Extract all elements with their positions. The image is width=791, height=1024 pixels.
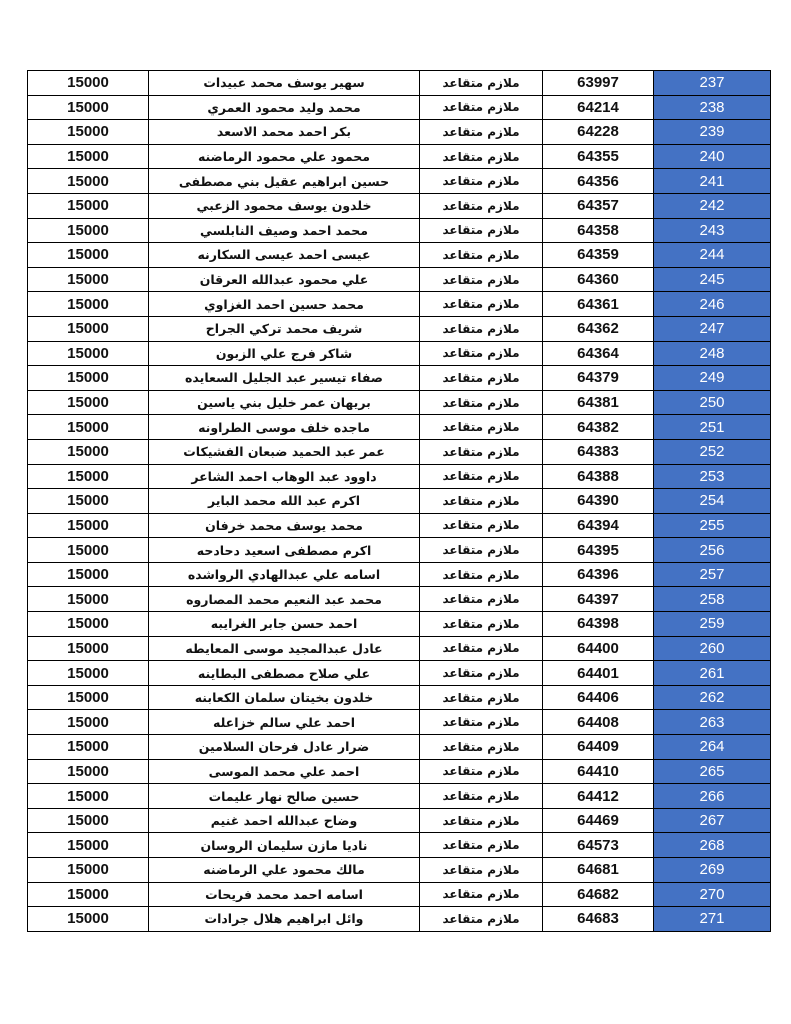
amount-cell: 15000 (28, 218, 149, 243)
table-row (28, 120, 771, 145)
id-number-cell: 64683 (543, 907, 654, 932)
rank-cell: ملازم متقاعد (420, 341, 543, 366)
name-cell: سهير يوسف محمد عبيدات (149, 71, 420, 96)
amount-cell: 15000 (28, 759, 149, 784)
id-number-cell: 64388 (543, 464, 654, 489)
id-number-cell: 64359 (543, 243, 654, 268)
id-number-cell: 64682 (543, 882, 654, 907)
sequence-number-cell: 261 (654, 661, 771, 686)
name-cell: علي صلاح مصطفى البطاينه (149, 661, 420, 686)
sequence-number-cell: 239 (654, 120, 771, 145)
name-cell: اكرم مصطفى اسعيد دحادحه (149, 538, 420, 563)
rank-cell: ملازم متقاعد (420, 489, 543, 514)
amount-cell: 15000 (28, 243, 149, 268)
id-number-cell: 64395 (543, 538, 654, 563)
table-row (28, 243, 771, 268)
id-number-cell: 64408 (543, 710, 654, 735)
table-row (28, 292, 771, 317)
rank-cell: ملازم متقاعد (420, 538, 543, 563)
name-cell: ماجده خلف موسى الطراونه (149, 415, 420, 440)
id-number-cell: 64358 (543, 218, 654, 243)
id-number-cell: 64398 (543, 612, 654, 637)
sequence-number-cell: 248 (654, 341, 771, 366)
rank-cell: ملازم متقاعد (420, 562, 543, 587)
table-row (28, 169, 771, 194)
sequence-number-cell: 264 (654, 735, 771, 760)
id-number-cell: 64361 (543, 292, 654, 317)
sequence-number-cell: 238 (654, 95, 771, 120)
id-number-cell: 64362 (543, 316, 654, 341)
rank-cell: ملازم متقاعد (420, 366, 543, 391)
sequence-number-cell: 254 (654, 489, 771, 514)
amount-cell: 15000 (28, 833, 149, 858)
rank-cell: ملازم متقاعد (420, 267, 543, 292)
rank-cell: ملازم متقاعد (420, 882, 543, 907)
table-row (28, 562, 771, 587)
name-cell: محمد يوسف محمد خرفان (149, 513, 420, 538)
rank-cell: ملازم متقاعد (420, 390, 543, 415)
table-row (28, 833, 771, 858)
rank-cell: ملازم متقاعد (420, 95, 543, 120)
rank-cell: ملازم متقاعد (420, 759, 543, 784)
amount-cell: 15000 (28, 366, 149, 391)
amount-cell: 15000 (28, 612, 149, 637)
amount-cell: 15000 (28, 316, 149, 341)
sequence-number-cell: 249 (654, 366, 771, 391)
id-number-cell: 64681 (543, 858, 654, 883)
table-row (28, 415, 771, 440)
name-cell: ناديا مازن سليمان الروسان (149, 833, 420, 858)
amount-cell: 15000 (28, 120, 149, 145)
amount-cell: 15000 (28, 439, 149, 464)
rank-cell: ملازم متقاعد (420, 808, 543, 833)
sequence-number-cell: 256 (654, 538, 771, 563)
sequence-number-cell: 247 (654, 316, 771, 341)
name-cell: علي محمود عبدالله العرقان (149, 267, 420, 292)
sequence-number-cell: 237 (654, 71, 771, 96)
sequence-number-cell: 252 (654, 439, 771, 464)
amount-cell: 15000 (28, 735, 149, 760)
id-number-cell: 64360 (543, 267, 654, 292)
sequence-number-cell: 253 (654, 464, 771, 489)
rank-cell: ملازم متقاعد (420, 513, 543, 538)
rank-cell: ملازم متقاعد (420, 784, 543, 809)
rank-cell: ملازم متقاعد (420, 169, 543, 194)
table-row (28, 439, 771, 464)
amount-cell: 15000 (28, 464, 149, 489)
name-cell: اكرم عبد الله محمد الباير (149, 489, 420, 514)
amount-cell: 15000 (28, 858, 149, 883)
id-number-cell: 64469 (543, 808, 654, 833)
id-number-cell: 64383 (543, 439, 654, 464)
sequence-number-cell: 257 (654, 562, 771, 587)
sequence-number-cell: 262 (654, 685, 771, 710)
name-cell: محمد عبد النعيم محمد المصاروه (149, 587, 420, 612)
sequence-number-cell: 265 (654, 759, 771, 784)
table-row (28, 685, 771, 710)
table-row (28, 95, 771, 120)
amount-cell: 15000 (28, 661, 149, 686)
retirees-table (27, 70, 771, 932)
sequence-number-cell: 244 (654, 243, 771, 268)
sequence-number-cell: 240 (654, 144, 771, 169)
rank-cell: ملازم متقاعد (420, 243, 543, 268)
table-row (28, 71, 771, 96)
table-row (28, 390, 771, 415)
id-number-cell: 64382 (543, 415, 654, 440)
rank-cell: ملازم متقاعد (420, 833, 543, 858)
name-cell: عيسى احمد عيسى السكارنه (149, 243, 420, 268)
table-row (28, 144, 771, 169)
amount-cell: 15000 (28, 415, 149, 440)
id-number-cell: 64214 (543, 95, 654, 120)
rank-cell: ملازم متقاعد (420, 218, 543, 243)
table-row (28, 489, 771, 514)
table-row (28, 267, 771, 292)
sequence-number-cell: 263 (654, 710, 771, 735)
rank-cell: ملازم متقاعد (420, 316, 543, 341)
amount-cell: 15000 (28, 193, 149, 218)
rank-cell: ملازم متقاعد (420, 464, 543, 489)
name-cell: خلدون يوسف محمود الزعبي (149, 193, 420, 218)
name-cell: خلدون بخيتان سلمان الكعابنه (149, 685, 420, 710)
table-row (28, 759, 771, 784)
rank-cell: ملازم متقاعد (420, 685, 543, 710)
sequence-number-cell: 266 (654, 784, 771, 809)
amount-cell: 15000 (28, 636, 149, 661)
id-number-cell: 64381 (543, 390, 654, 415)
rank-cell: ملازم متقاعد (420, 735, 543, 760)
id-number-cell: 64356 (543, 169, 654, 194)
sequence-number-cell: 267 (654, 808, 771, 833)
amount-cell: 15000 (28, 538, 149, 563)
id-number-cell: 63997 (543, 71, 654, 96)
id-number-cell: 64390 (543, 489, 654, 514)
amount-cell: 15000 (28, 390, 149, 415)
id-number-cell: 64409 (543, 735, 654, 760)
table-row (28, 513, 771, 538)
sequence-number-cell: 268 (654, 833, 771, 858)
amount-cell: 15000 (28, 710, 149, 735)
name-cell: محمد وليد محمود العمري (149, 95, 420, 120)
name-cell: شريف محمد تركي الجراح (149, 316, 420, 341)
name-cell: وائل ابراهيم هلال جرادات (149, 907, 420, 932)
name-cell: محمد حسين احمد الغزاوي (149, 292, 420, 317)
sequence-number-cell: 250 (654, 390, 771, 415)
id-number-cell: 64397 (543, 587, 654, 612)
table-row (28, 882, 771, 907)
name-cell: محمد احمد وصيف النابلسي (149, 218, 420, 243)
rank-cell: ملازم متقاعد (420, 292, 543, 317)
name-cell: احمد علي سالم خزاعله (149, 710, 420, 735)
table-row (28, 464, 771, 489)
amount-cell: 15000 (28, 95, 149, 120)
name-cell: وضاح عبدالله احمد غنيم (149, 808, 420, 833)
name-cell: بريهان عمر خليل بني ياسين (149, 390, 420, 415)
table-row (28, 661, 771, 686)
sequence-number-cell: 246 (654, 292, 771, 317)
table-row (28, 193, 771, 218)
amount-cell: 15000 (28, 169, 149, 194)
table-row (28, 341, 771, 366)
amount-cell: 15000 (28, 71, 149, 96)
sequence-number-cell: 271 (654, 907, 771, 932)
amount-cell: 15000 (28, 685, 149, 710)
name-cell: عادل عبدالمجيد موسى المعايطه (149, 636, 420, 661)
sequence-number-cell: 259 (654, 612, 771, 637)
sequence-number-cell: 243 (654, 218, 771, 243)
sequence-number-cell: 260 (654, 636, 771, 661)
table-row (28, 735, 771, 760)
name-cell: بكر احمد محمد الاسعد (149, 120, 420, 145)
sequence-number-cell: 270 (654, 882, 771, 907)
table-row (28, 858, 771, 883)
rank-cell: ملازم متقاعد (420, 144, 543, 169)
rank-cell: ملازم متقاعد (420, 661, 543, 686)
name-cell: اسامه علي عبدالهادي الرواشده (149, 562, 420, 587)
id-number-cell: 64364 (543, 341, 654, 366)
amount-cell: 15000 (28, 784, 149, 809)
id-number-cell: 64401 (543, 661, 654, 686)
id-number-cell: 64355 (543, 144, 654, 169)
name-cell: حسين صالح نهار عليمات (149, 784, 420, 809)
id-number-cell: 64357 (543, 193, 654, 218)
rank-cell: ملازم متقاعد (420, 439, 543, 464)
amount-cell: 15000 (28, 513, 149, 538)
id-number-cell: 64410 (543, 759, 654, 784)
sequence-number-cell: 242 (654, 193, 771, 218)
name-cell: عمر عبد الحميد ضبعان الفشيكات (149, 439, 420, 464)
amount-cell: 15000 (28, 562, 149, 587)
rank-cell: ملازم متقاعد (420, 71, 543, 96)
table-row (28, 907, 771, 932)
amount-cell: 15000 (28, 907, 149, 932)
table-row (28, 587, 771, 612)
id-number-cell: 64400 (543, 636, 654, 661)
name-cell: حسين ابراهيم عقيل بني مصطفى (149, 169, 420, 194)
id-number-cell: 64406 (543, 685, 654, 710)
rank-cell: ملازم متقاعد (420, 193, 543, 218)
rank-cell: ملازم متقاعد (420, 858, 543, 883)
name-cell: اسامه احمد محمد فريحات (149, 882, 420, 907)
amount-cell: 15000 (28, 341, 149, 366)
rank-cell: ملازم متقاعد (420, 907, 543, 932)
rank-cell: ملازم متقاعد (420, 636, 543, 661)
id-number-cell: 64412 (543, 784, 654, 809)
sequence-number-cell: 251 (654, 415, 771, 440)
id-number-cell: 64573 (543, 833, 654, 858)
sequence-number-cell: 258 (654, 587, 771, 612)
name-cell: صفاء تيسير عبد الجليل السعايده (149, 366, 420, 391)
rank-cell: ملازم متقاعد (420, 612, 543, 637)
table-body (28, 71, 771, 932)
name-cell: ضرار عادل فرحان السلامين (149, 735, 420, 760)
amount-cell: 15000 (28, 489, 149, 514)
table-row (28, 316, 771, 341)
sequence-number-cell: 241 (654, 169, 771, 194)
amount-cell: 15000 (28, 882, 149, 907)
rank-cell: ملازم متقاعد (420, 710, 543, 735)
sequence-number-cell: 255 (654, 513, 771, 538)
table-row (28, 612, 771, 637)
name-cell: داوود عبد الوهاب احمد الشاعر (149, 464, 420, 489)
sequence-number-cell: 245 (654, 267, 771, 292)
rank-cell: ملازم متقاعد (420, 415, 543, 440)
name-cell: احمد حسن جابر الغرايبه (149, 612, 420, 637)
name-cell: محمود علي محمود الرماضنه (149, 144, 420, 169)
amount-cell: 15000 (28, 587, 149, 612)
table-row (28, 218, 771, 243)
table-row (28, 538, 771, 563)
table-row (28, 710, 771, 735)
id-number-cell: 64379 (543, 366, 654, 391)
rank-cell: ملازم متقاعد (420, 120, 543, 145)
id-number-cell: 64396 (543, 562, 654, 587)
name-cell: احمد علي محمد الموسى (149, 759, 420, 784)
id-number-cell: 64394 (543, 513, 654, 538)
name-cell: شاكر فرج علي الزبون (149, 341, 420, 366)
table-row (28, 636, 771, 661)
amount-cell: 15000 (28, 144, 149, 169)
amount-cell: 15000 (28, 267, 149, 292)
id-number-cell: 64228 (543, 120, 654, 145)
table-row (28, 366, 771, 391)
name-cell: مالك محمود علي الرماضنه (149, 858, 420, 883)
rank-cell: ملازم متقاعد (420, 587, 543, 612)
table-row (28, 784, 771, 809)
sequence-number-cell: 269 (654, 858, 771, 883)
amount-cell: 15000 (28, 292, 149, 317)
table-row (28, 808, 771, 833)
amount-cell: 15000 (28, 808, 149, 833)
